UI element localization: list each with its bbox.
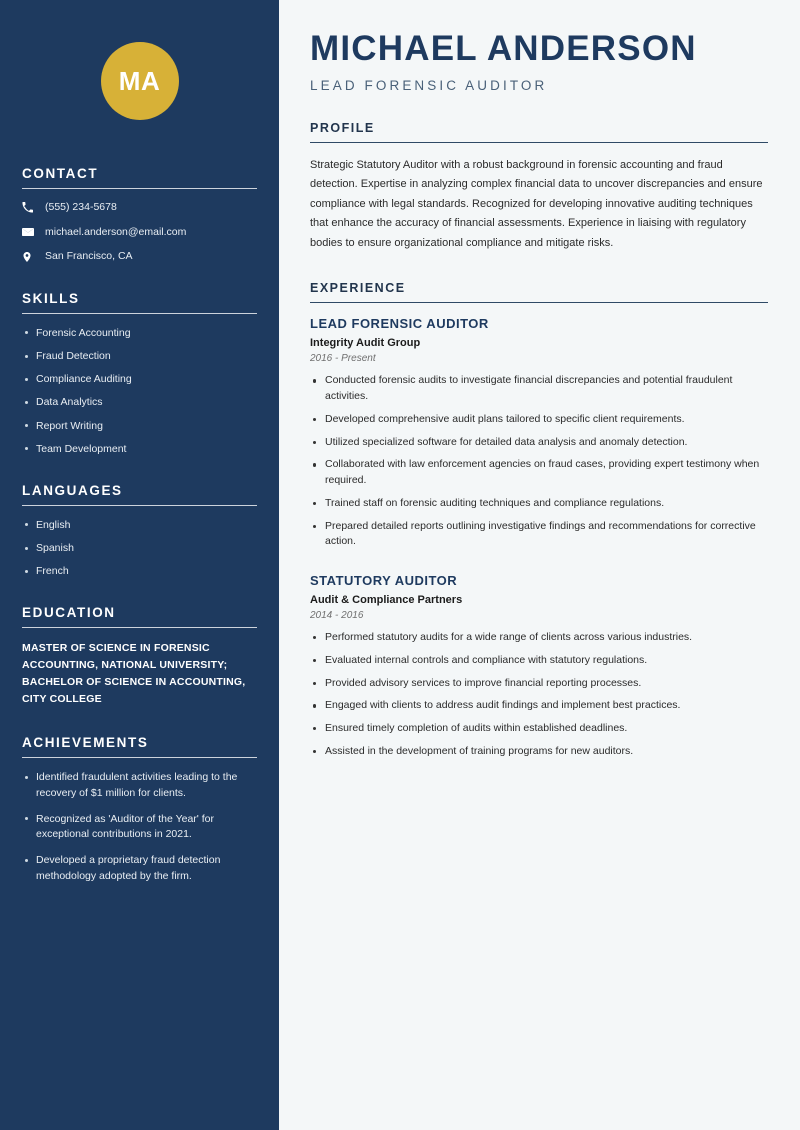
list-item: Developed a proprietary fraud detection methodology adopted by the firm. <box>22 853 257 883</box>
skills-divider <box>22 313 257 314</box>
experience-job-title: STATUTORY AUDITOR <box>310 573 458 589</box>
list-item: Utilized specialized software for detailed data analysis and anomaly detection. <box>310 435 768 451</box>
experience-company: Integrity Audit Group <box>310 337 421 350</box>
list-item: French <box>22 564 257 578</box>
contact-value-email: michael.anderson@email.com <box>45 225 187 238</box>
skills-heading: SKILLS <box>22 290 80 306</box>
list-item: Performed statutory audits for a wide range of clients across various industries. <box>310 630 768 646</box>
achievements-section <box>22 735 257 883</box>
list-item: Report Writing <box>22 419 257 433</box>
job-subtitle: LEAD FORENSIC AUDITOR <box>310 77 548 93</box>
contact-item-location[interactable] <box>22 250 257 264</box>
page-title: MICHAEL ANDERSON <box>310 29 697 68</box>
list-item: Prepared detailed reports outlining investigative findings and recommendations for corrective action. <box>310 519 768 551</box>
experience-spacer <box>310 560 768 573</box>
experience-job-title: LEAD FORENSIC AUDITOR <box>310 316 489 332</box>
experience-dates: 2016 - Present <box>310 353 376 365</box>
education-text: MASTER OF SCIENCE IN FORENSIC ACCOUNTING, NATIONAL UNIVERSITY; BACHELOR OF SCIENCE IN ACCOUNTING, CITY COLLEGE <box>22 642 246 706</box>
list-item: Assisted in the development of training programs for new auditors. <box>310 744 768 760</box>
contact-divider <box>22 188 257 189</box>
phone-icon <box>22 202 39 213</box>
location-pin-icon <box>22 251 39 263</box>
profile-section <box>310 121 768 254</box>
profile-heading: PROFILE <box>310 120 375 135</box>
contact-item-phone[interactable] <box>22 201 257 215</box>
experience-bullets <box>310 373 768 550</box>
experience-dates: 2014 - 2016 <box>310 610 364 622</box>
experience-divider <box>310 302 768 303</box>
achievements-divider <box>22 757 257 758</box>
experience-section <box>310 281 768 759</box>
education-divider <box>22 627 257 628</box>
contact-section <box>22 166 257 264</box>
list-item: Recognized as 'Auditor of the Year' for exceptional contributions in 2021. <box>22 812 257 842</box>
list-item: Trained staff on forensic auditing techniques and compliance regulations. <box>310 496 768 512</box>
contact-list <box>22 201 257 264</box>
skills-section <box>22 291 257 456</box>
list-item: Collaborated with law enforcement agencies on fraud cases, providing expert testimony when required. <box>310 457 768 489</box>
education-section <box>22 605 257 708</box>
list-item: Conducted forensic audits to investigate financial discrepancies and potential fraudulent activities. <box>310 373 768 405</box>
list-item: Team Development <box>22 442 257 456</box>
languages-list <box>22 518 257 579</box>
languages-heading: LANGUAGES <box>22 482 123 498</box>
list-item: Engaged with clients to address audit findings and implement best practices. <box>310 698 768 714</box>
envelope-icon <box>22 226 39 238</box>
achievements-heading: ACHIEVEMENTS <box>22 735 149 751</box>
list-item: Ensured timely completion of audits within established deadlines. <box>310 721 768 737</box>
experience-heading: EXPERIENCE <box>310 281 406 296</box>
education-heading: EDUCATION <box>22 605 116 621</box>
experience-company: Audit & Compliance Partners <box>310 594 463 607</box>
list-item: Data Analytics <box>22 395 257 409</box>
achievements-list <box>22 770 257 883</box>
list-item: Evaluated internal controls and compliance with statutory regulations. <box>310 653 768 669</box>
list-item: Provided advisory services to improve financial reporting processes. <box>310 676 768 692</box>
skills-list <box>22 326 257 456</box>
list-item: Compliance Auditing <box>22 372 257 386</box>
list-item: Forensic Accounting <box>22 326 257 340</box>
avatar-container <box>22 0 257 166</box>
languages-divider <box>22 505 257 506</box>
list-item: Developed comprehensive audit plans tailored to specific client requirements. <box>310 412 768 428</box>
contact-item-email[interactable] <box>22 226 257 240</box>
contact-value-location: San Francisco, CA <box>45 250 133 263</box>
list-item: English <box>22 518 257 532</box>
avatar: MA <box>101 42 179 120</box>
contact-value-phone: (555) 234-5678 <box>45 201 117 213</box>
experience-entry <box>310 316 768 550</box>
profile-text: Strategic Statutory Auditor with a robust background in forensic accounting and fraud detection. Expertise in analyzing complex financial data to uncover discrepancies and ensure compliance with legal standards. Recognized for developing innovative auditing techniques that enhance the accuracy of financial assessments. Experience in liaising with regulatory bodies to ensure organizational compliance and mitigate risks. <box>310 158 763 249</box>
list-item: Spanish <box>22 541 257 555</box>
experience-bullets <box>310 630 768 760</box>
languages-section <box>22 483 257 579</box>
list-item: Fraud Detection <box>22 349 257 363</box>
profile-divider <box>310 142 768 143</box>
main-content <box>279 0 800 1130</box>
sidebar <box>0 0 279 1130</box>
contact-heading: CONTACT <box>22 166 99 181</box>
list-item: Identified fraudulent activities leading to the recovery of $1 million for clients. <box>22 770 257 800</box>
experience-entry <box>310 573 768 760</box>
